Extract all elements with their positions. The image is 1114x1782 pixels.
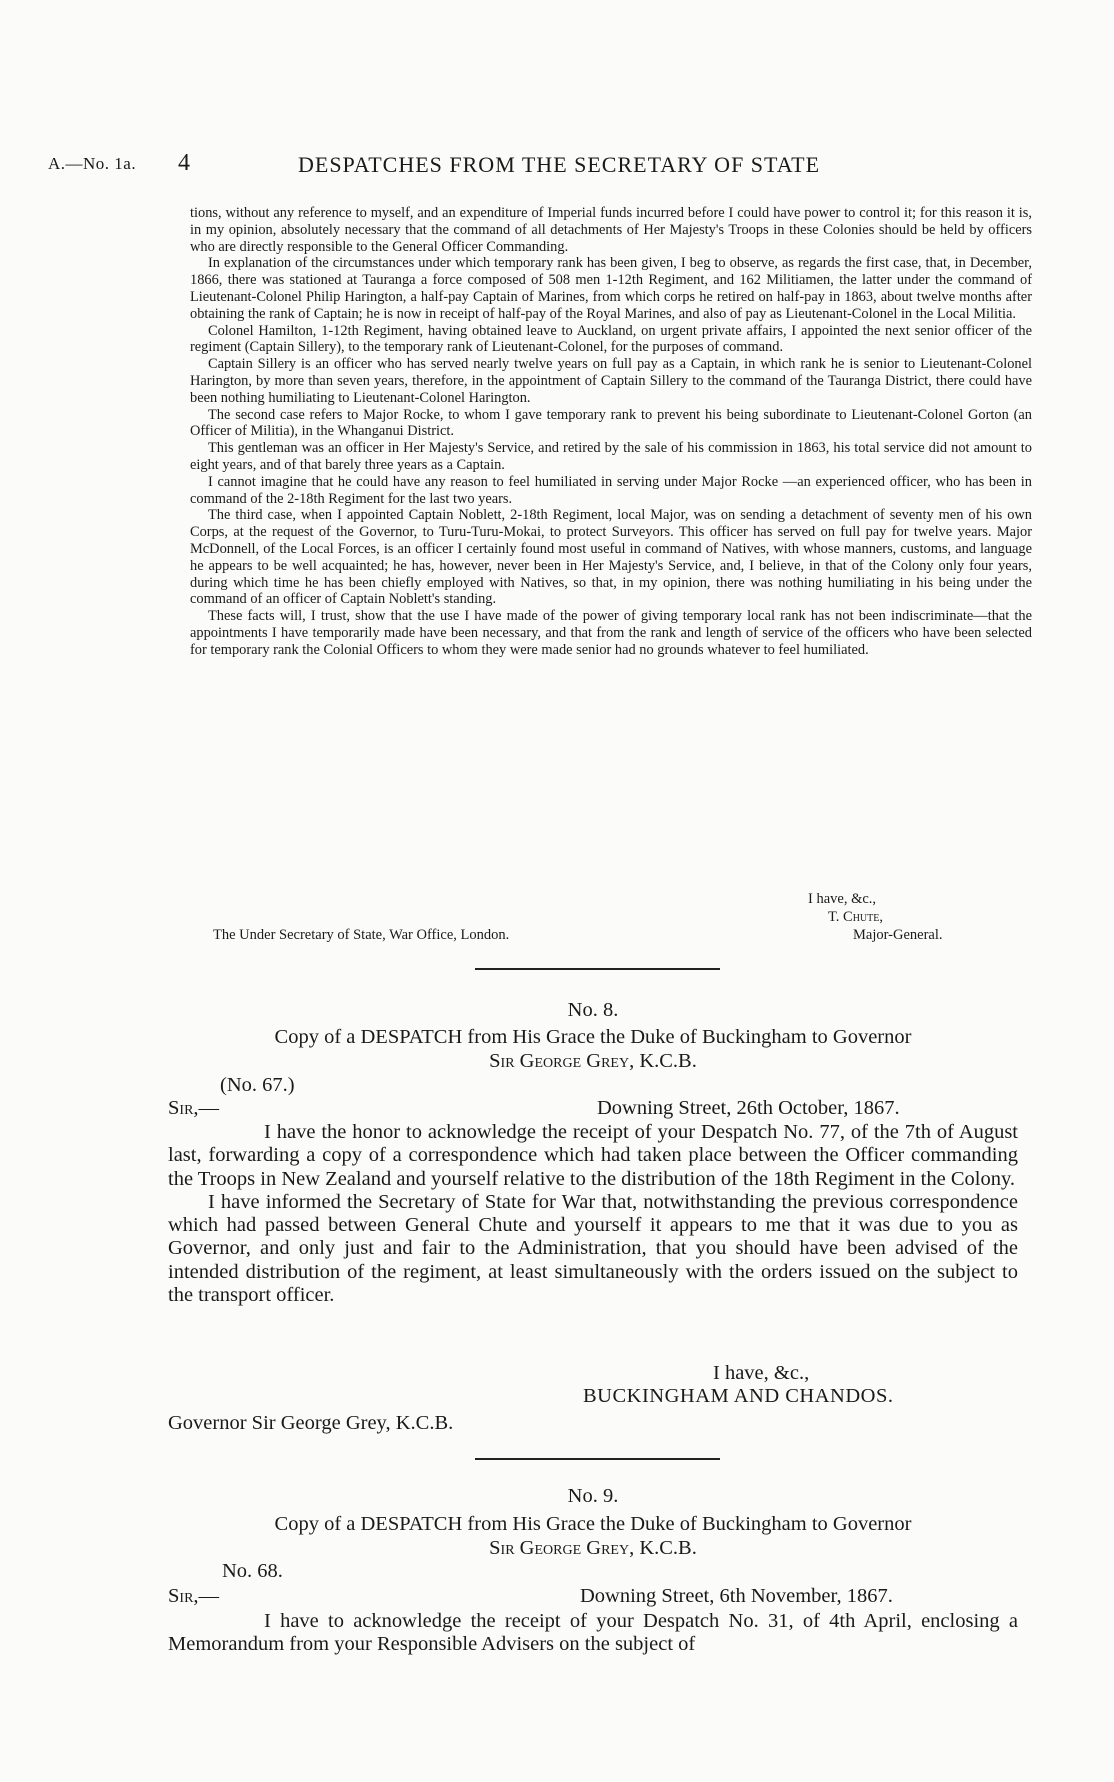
paragraph: tions, without any reference to myself, and an expenditure of Imperial funds incurred before I could have power to control it; for this reason it is, in my opinion, absolutely necessary that the command of all detachments of Her Majesty's Troops in these Colonies should be held by officers who are directly responsible to the General Officer Commanding.	[190, 205, 1032, 255]
despatch-8-title	[168, 1025, 1018, 1073]
despatch-8-place-date: Downing Street, 26th October, 1867.	[597, 1097, 900, 1119]
paragraph: I cannot imagine that he could have any reason to feel humiliated in serving under Major Rocke —an experienced officer, who has been in command of the 2-18th Regiment for the last two years.	[190, 473, 1032, 507]
paragraph: Captain Sillery is an officer who has served nearly twelve years on full pay as a Captain, in which rank he is senior to Lieutenant-Colonel Harington, by more than seven years, therefore, in the appointment of Captain Sillery to the command of the Tauranga District, there could have been nothing humiliating to Lieutenant-Colonel Harington.	[190, 356, 1032, 406]
despatch-8-number: No. 8.	[567, 999, 619, 1021]
despatch-9-ref: No. 68.	[222, 1560, 283, 1582]
section-divider	[475, 968, 720, 970]
despatch-8-body	[168, 1121, 1018, 1307]
despatch-8-title-line2: Sir George Grey, K.C.B.	[489, 1050, 697, 1072]
page-number: 4	[178, 150, 190, 176]
paragraph: These facts will, I trust, show that the use I have made of the power of giving temporary local rank has not been indiscriminate—that the appointments I have temporarily made have been necessary, and that from the rank and length of service of the officers who have been selected for temporary rank the Colonial Officers to whom they were made senior had no grounds whatever to feel humiliated.	[190, 608, 1032, 658]
despatch-8-title-line1: Copy of a DESPATCH from His Grace the Duke of Buckingham to Governor	[274, 1026, 912, 1048]
despatch-8-ref: (No. 67.)	[220, 1074, 295, 1096]
paragraph: I have to acknowledge the receipt of your Despatch No. 31, of 4th April, enclosing a Memorandum from your Responsible Advisers on the subject of	[168, 1610, 1018, 1656]
despatch-9-salutation: Sir,—	[168, 1585, 220, 1607]
paragraph: I have the honor to acknowledge the receipt of your Despatch No. 77, of the 7th of August last, forwarding a copy of a correspondence which had taken place between the Officer commanding the Troops in New Zealand and yourself relative to the distribution of the 18th Regiment in the Colony.	[168, 1121, 1018, 1190]
despatch-9-number: No. 9.	[567, 1485, 619, 1507]
page-header	[48, 150, 1048, 180]
despatch-8-salutation: Sir,—	[168, 1097, 220, 1119]
running-title: DESPATCHES FROM THE SECRETARY OF STATE	[298, 152, 821, 177]
section-divider	[475, 1458, 720, 1460]
despatch-8-addressee: Governor Sir George Grey, K.C.B.	[168, 1412, 454, 1434]
despatch-9-title-line2: Sir George Grey, K.C.B.	[489, 1537, 697, 1559]
paragraph: This gentleman was an officer in Her Majesty's Service, and retired by the sale of his commission in 1863, his total service did not amount to eight years, and of that barely three years as a Captain.	[190, 440, 1032, 473]
closing: I have, &c.,	[808, 891, 877, 907]
previous-letter-body	[190, 205, 1032, 659]
paragraph: The second case refers to Major Rocke, to whom I gave temporary rank to prevent his being subordinate to Lieutenant-Colonel Gorton (an Officer of Militia), in the Whanganui District.	[190, 406, 1032, 440]
signatory-rank: Major-General.	[853, 927, 943, 943]
paragraph: In explanation of the circumstances under which temporary rank has been given, I beg to observe, as regards the first case, that, in December, 1866, there was stationed at Tauranga a force composed of 508 men 1-12th Regiment, and 162 Militiamen, the latter under the command of Lieutenant-Colonel Philip Harington, a half-pay Captain of Marines, from which corps he retired on half-pay in 1863, about twelve months after obtaining the rank of Captain; he is now in receipt of half-pay of the Royal Marines, and also of pay as Lieutenant-Colonel in the Local Militia.	[190, 255, 1032, 322]
signatory: T. Chute,	[828, 909, 883, 925]
despatch-8-closing: I have, &c.,	[713, 1362, 810, 1384]
despatch-9-title-line1: Copy of a DESPATCH from His Grace the Duke of Buckingham to Governor	[274, 1513, 912, 1535]
despatch-9-title	[168, 1512, 1018, 1560]
paper-reference: A.—No. 1a.	[48, 154, 137, 173]
paragraph: I have informed the Secretary of State for War that, notwithstanding the previous correspondence which had passed between General Chute and yourself it appears to me that it was due to you as Governor, and only just and fair to the Administration, that you should have been advised of the intended distribution of the regiment, at least simultaneously with the orders issued on the subject to the transport officer.	[168, 1190, 1018, 1307]
addressee: The Under Secretary of State, War Office, London.	[213, 927, 510, 943]
despatch-9-body	[168, 1610, 1018, 1657]
despatch-9-place-date: Downing Street, 6th November, 1867.	[580, 1585, 893, 1607]
paragraph: The third case, when I appointed Captain Noblett, 2-18th Regiment, local Major, was on sending a detachment of seventy men of his own Corps, at the request of the Governor, to Turu-Turu-Mokai, to protect Surveyors. This officer has served on full pay for twelve years. Major McDonnell, of the Local Forces, is an officer I certainly found most useful in command of Natives, with whose manners, customs, and language he appears to be well acquainted; he has, however, never been in Her Majesty's Service, and, I believe, in that of the Colony only four years, during which time he has been chiefly employed with Natives, so that, in my opinion, there was nothing humiliating in his being under the command of an officer of Captain Noblett's standing.	[190, 507, 1032, 608]
despatch-8-signatory: BUCKINGHAM AND CHANDOS.	[583, 1385, 894, 1407]
paragraph: Colonel Hamilton, 1-12th Regiment, having obtained leave to Auckland, on urgent private affairs, I appointed the next senior officer of the regiment (Captain Sillery), to the temporary rank of Lieutenant-Colonel, for the purposes of command.	[190, 322, 1032, 356]
